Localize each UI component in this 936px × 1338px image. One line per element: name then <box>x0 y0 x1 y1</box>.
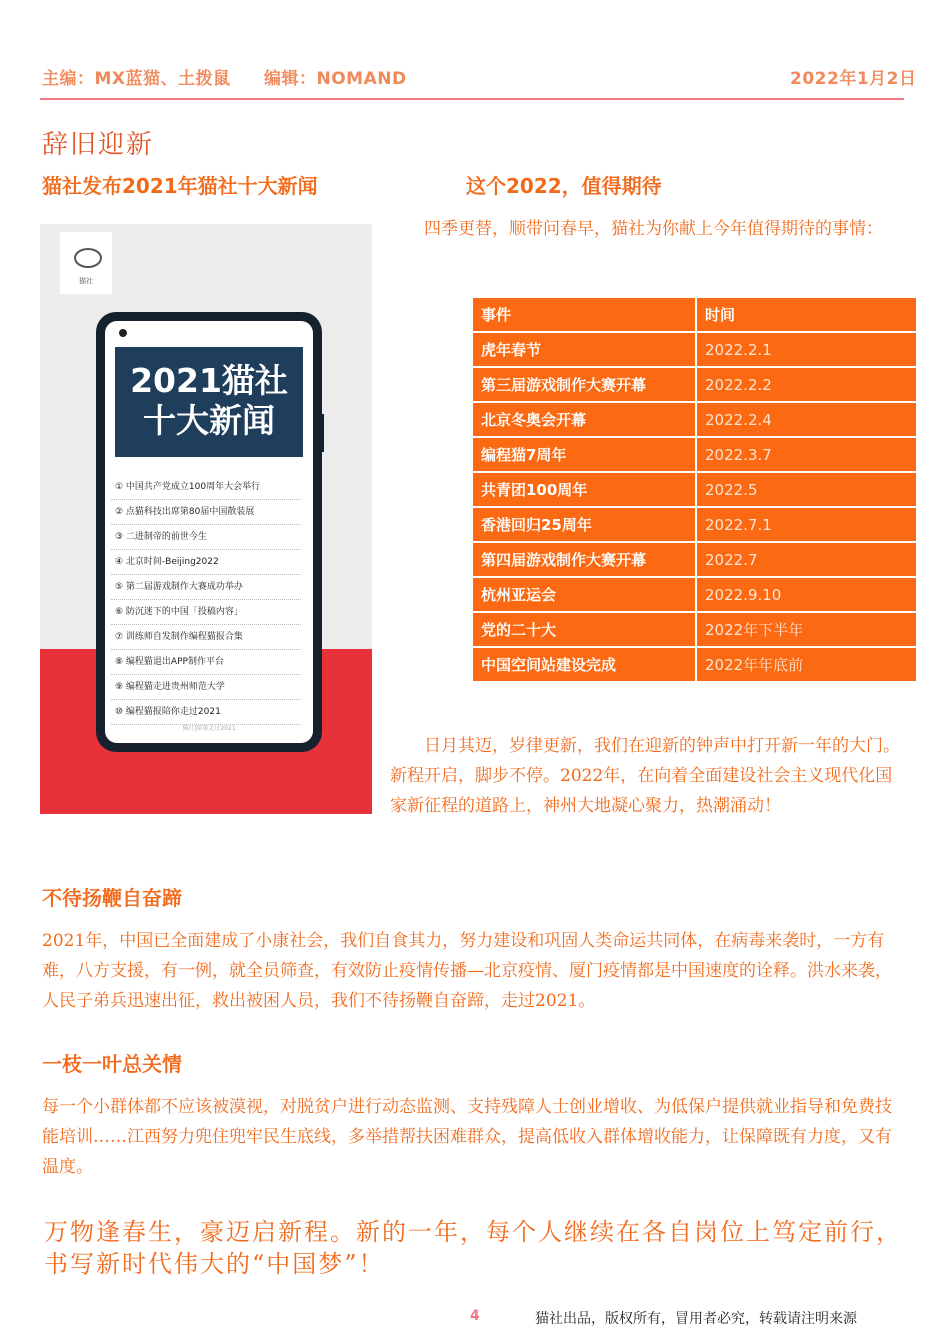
new-year-paragraph: 日月其迈，岁律更新，我们在迎新的钟声中打开新一年的大门。新程开启，脚步不停。2022年，在向着全面建设社会主义现代化国家新征程的道路上，神州大地凝心聚力，热潮涌动！ <box>390 736 900 816</box>
column-header-time: 时间 <box>697 298 916 331</box>
list-item: ⑥ 防沉迷下的中国「投稿内容」 <box>111 600 301 625</box>
issue-date: 2022年1月2日 <box>790 69 917 89</box>
closing-statement: 万物逢春生，豪迈启新程。新的一年，每个人继续在各自岗位上笃定前行，书写新时代伟大的“中国梦”！ <box>44 1218 902 1278</box>
phone-side-button <box>320 414 324 452</box>
phone-mockup <box>96 312 322 752</box>
chief-editors: 主编：MX蓝猫、土拨鼠 <box>42 69 231 89</box>
event-cell: 香港回归25周年 <box>473 508 695 541</box>
time-cell: 2022.9.10 <box>697 578 916 611</box>
copyright-notice: 猫社出品，版权所有，冒用者必究，转载请注明来源 <box>535 1311 857 1327</box>
poster-headline-line2: 十大新闻 <box>143 401 275 440</box>
table-row <box>473 613 916 646</box>
time-cell: 2022.2.2 <box>697 368 916 401</box>
time-cell: 2022.5 <box>697 473 916 506</box>
table-row <box>473 543 916 576</box>
time-cell: 2022年年底前 <box>697 648 916 681</box>
editor: 编辑：NOMAND <box>264 69 407 89</box>
events-table <box>471 296 918 683</box>
table-row <box>473 473 916 506</box>
list-item: ⑨ 编程猫走进贵州师范大学 <box>111 675 301 700</box>
list-item: ⑦ 训练师自发制作编程猫报合集 <box>111 625 301 650</box>
time-cell: 2022.7 <box>697 543 916 576</box>
section2-body: 每一个小群体都不应该被漠视，对脱贫户进行动态监测、支持残障人士创业增收、为低保户提供就业指导和免费技能培训……江西努力兜住兜牢民生底线，多举措帮扶困难群众，提高低收入群体增收能力，让保障既有力度，又有温度。 <box>42 1097 892 1177</box>
phone-screen <box>105 321 313 743</box>
event-cell: 虎年春节 <box>473 333 695 366</box>
poster-footer: 猫社|陪着走过2021 <box>182 725 236 732</box>
time-cell: 2022.3.7 <box>697 438 916 471</box>
logo-mark-icon <box>74 248 102 268</box>
time-cell: 2022.2.4 <box>697 403 916 436</box>
header-divider <box>40 98 904 100</box>
list-item: ① 中国共产党成立100周年大会举行 <box>111 475 301 500</box>
cat-club-logo <box>60 232 112 294</box>
table-row <box>473 648 916 681</box>
section1-body: 2021年，中国已全面建成了小康社会，我们自食其力，努力建设和巩固人类命运共同体，在病毒来袭时，一方有难，八方支援，有一例，就全员筛查，有效防止疫情传播—北京疫情、厦门疫情都是中国速度的诠释。洪水来袭，人民子弟兵迅速出征，救出被困人员，我们不待扬鞭自奋蹄，走过2021。 <box>42 931 892 1011</box>
list-item: ⑩ 编程猫报陪你走过2021 <box>111 700 301 725</box>
time-cell: 2022年下半年 <box>697 613 916 646</box>
table-row <box>473 438 916 471</box>
event-cell: 杭州亚运会 <box>473 578 695 611</box>
table-header-row <box>473 298 916 331</box>
logo-text: 猫社 <box>79 277 93 285</box>
list-item: ② 点猫科技出席第80届中国散装展 <box>111 500 301 525</box>
event-cell: 第三届游戏制作大赛开幕 <box>473 368 695 401</box>
left-title: 猫社发布2021年猫社十大新闻 <box>42 174 318 198</box>
event-cell: 第四届游戏制作大赛开幕 <box>473 543 695 576</box>
event-cell: 北京冬奥会开幕 <box>473 403 695 436</box>
section-kicker: 辞旧迎新 <box>42 130 155 160</box>
top-ten-list <box>111 475 301 725</box>
table-row <box>473 368 916 401</box>
section2-title: 一枝一叶总关情 <box>42 1052 182 1076</box>
intro-paragraph: 四季更替，顺带问春早，猫社为你献上今年值得期待的事情： <box>424 219 883 239</box>
list-item: ⑧ 编程猫退出APP制作平台 <box>111 650 301 675</box>
poster-headline-line1: 2021猫社 <box>130 361 288 400</box>
list-item: ⑤ 第二届游戏制作大赛成功举办 <box>111 575 301 600</box>
table-row <box>473 578 916 611</box>
event-cell: 中国空间站建设完成 <box>473 648 695 681</box>
right-title: 这个2022，值得期待 <box>466 174 662 198</box>
event-cell: 编程猫7周年 <box>473 438 695 471</box>
poster-headline <box>115 347 303 457</box>
table-row <box>473 508 916 541</box>
column-header-event: 事件 <box>473 298 695 331</box>
poster-image <box>40 224 372 814</box>
time-cell: 2022.7.1 <box>697 508 916 541</box>
list-item: ③ 二进制帝的前世今生 <box>111 525 301 550</box>
event-cell: 共青团100周年 <box>473 473 695 506</box>
table-row <box>473 403 916 436</box>
table-row <box>473 333 916 366</box>
list-item: ④ 北京时间-Beijing2022 <box>111 550 301 575</box>
camera-icon <box>119 329 127 337</box>
page-number: 4 <box>470 1308 480 1324</box>
section1-title: 不待扬鞭自奋蹄 <box>42 886 182 910</box>
time-cell: 2022.2.1 <box>697 333 916 366</box>
event-cell: 党的二十大 <box>473 613 695 646</box>
